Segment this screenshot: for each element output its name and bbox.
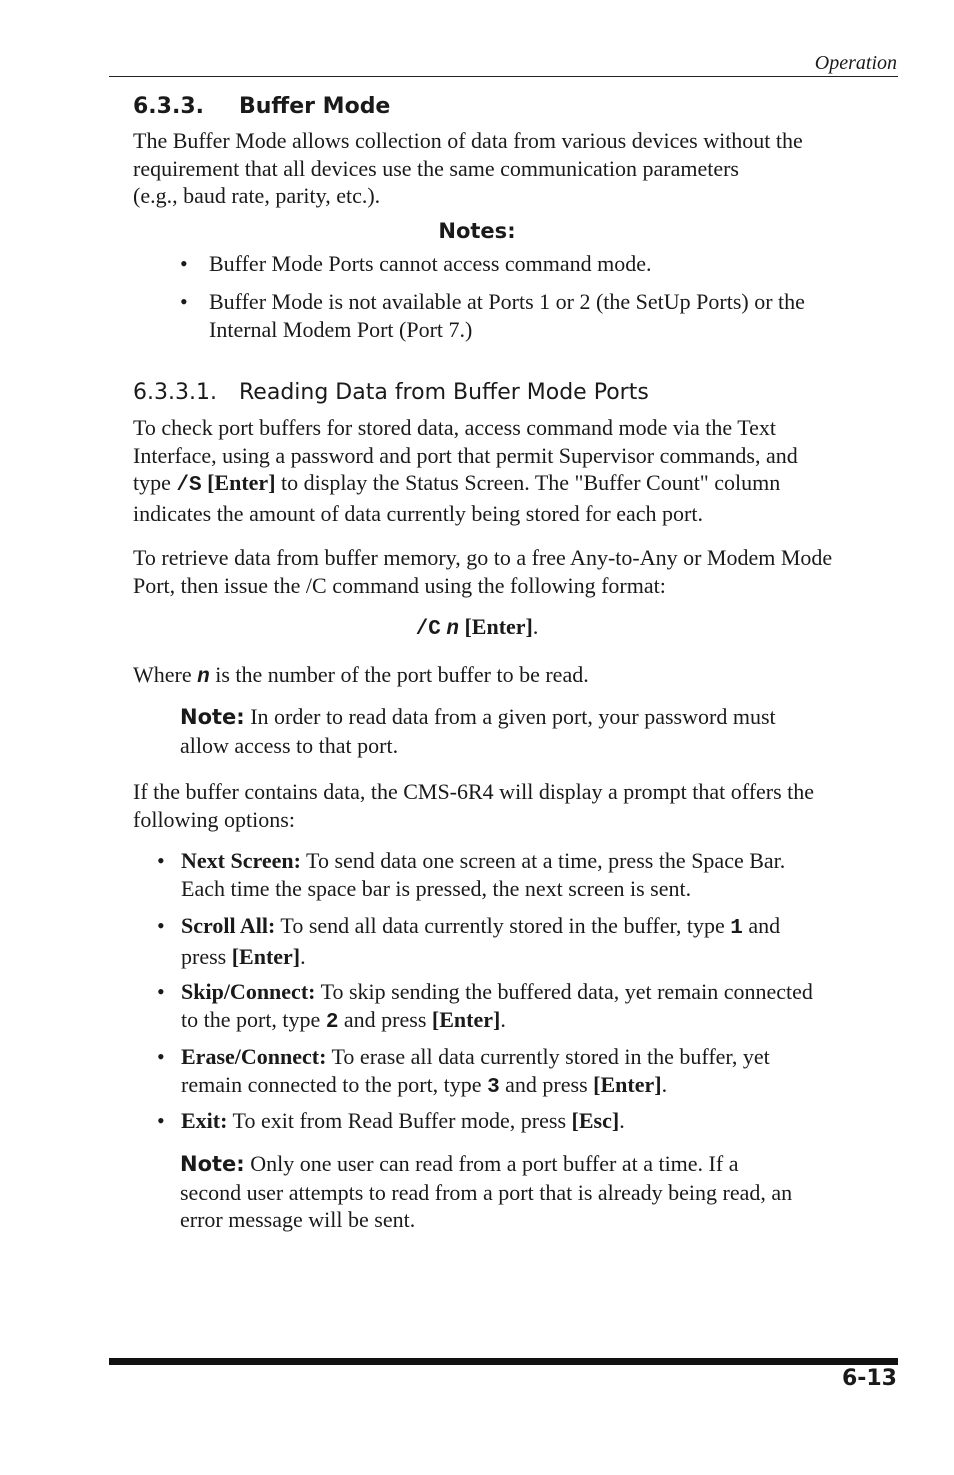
running-header: Operation bbox=[814, 52, 897, 74]
page-number: 6-13 bbox=[841, 1366, 897, 1391]
section-number: 6.3.3. bbox=[133, 94, 204, 119]
bullet: • bbox=[157, 848, 165, 873]
subsection-heading bbox=[133, 380, 649, 405]
paragraph-retrieve: To retrieve data from buffer memory, go to a free Any-to-Any or Modem Mode Port, then issue the /C command using the following format: bbox=[133, 545, 833, 598]
note-label: Note bbox=[180, 1152, 237, 1176]
section-heading bbox=[133, 94, 390, 119]
list-item: • Exit: To exit from Read Buffer mode, press [Esc]. bbox=[157, 1108, 625, 1133]
paragraph-where: Where n is the number of the port buffer to be read. bbox=[133, 662, 589, 689]
bullet: • bbox=[157, 1044, 165, 1069]
text-line: requirement that all devices use the same communication parameters bbox=[133, 155, 739, 181]
list-item: • Buffer Mode Ports cannot access command mode. bbox=[180, 251, 652, 276]
header-rule bbox=[109, 76, 898, 77]
list-item: • Skip/Connect: To skip sending the buffered data, yet remain connected to the port, type 2 and press [Enter]. bbox=[157, 979, 813, 1034]
list-item: • Scroll All: To send all data currently stored in the buffer, type 1 and press [Enter]. bbox=[157, 913, 781, 969]
section-title: Buffer Mode bbox=[239, 94, 391, 119]
notes-heading: Notes: bbox=[438, 219, 516, 243]
list-item: • Buffer Mode is not available at Ports 1 or 2 (the SetUp Ports) or the Internal Modem Port (Port 7.) bbox=[180, 289, 805, 342]
subsection-title: Reading Data from Buffer Mode Ports bbox=[239, 380, 649, 405]
paragraph-options-intro: If the buffer contains data, the CMS-6R4 will display a prompt that offers the following options: bbox=[133, 779, 815, 832]
note-label: Note bbox=[180, 705, 237, 729]
bullet: • bbox=[180, 289, 188, 314]
command-example: /C n [Enter]. bbox=[415, 614, 539, 641]
bullet: • bbox=[157, 979, 165, 1004]
command-code: /S bbox=[176, 474, 202, 497]
bullet: • bbox=[157, 913, 165, 938]
key-label: [Enter] bbox=[207, 470, 276, 495]
footer-rule bbox=[109, 1358, 898, 1365]
text-line: The Buffer Mode allows collection of data from various devices without the bbox=[133, 128, 803, 153]
text-line: (e.g., baud rate, parity, etc.). bbox=[133, 183, 381, 208]
paragraph-check-buffers: To check port buffers for stored data, access command mode via the Text Interface, using a password and port that permit Supervisor commands, and type /S [Enter] to display the Status Screen. The "Buffer Count" column indicates the amount of data currently being stored for each port. bbox=[133, 415, 798, 526]
subsection-number: 6.3.3.1. bbox=[133, 380, 217, 405]
bullet: • bbox=[180, 251, 188, 276]
note-password: Note: In order to read data from a given port, your password must allow access to that port. bbox=[180, 704, 776, 758]
list-item: • Next Screen: To send data one screen at a time, press the Space Bar. Each time the space bar is pressed, the next screen is sent. bbox=[157, 848, 786, 901]
intro-paragraph bbox=[133, 127, 903, 210]
note-single-user: Note: Only one user can read from a port buffer at a time. If a second user attempts to read from a port that is already being read, an error message will be sent. bbox=[180, 1151, 793, 1232]
bullet: • bbox=[157, 1108, 165, 1133]
list-item: • Erase/Connect: To erase all data currently stored in the buffer, yet remain connected to the port, type 3 and press [Enter]. bbox=[157, 1044, 770, 1099]
